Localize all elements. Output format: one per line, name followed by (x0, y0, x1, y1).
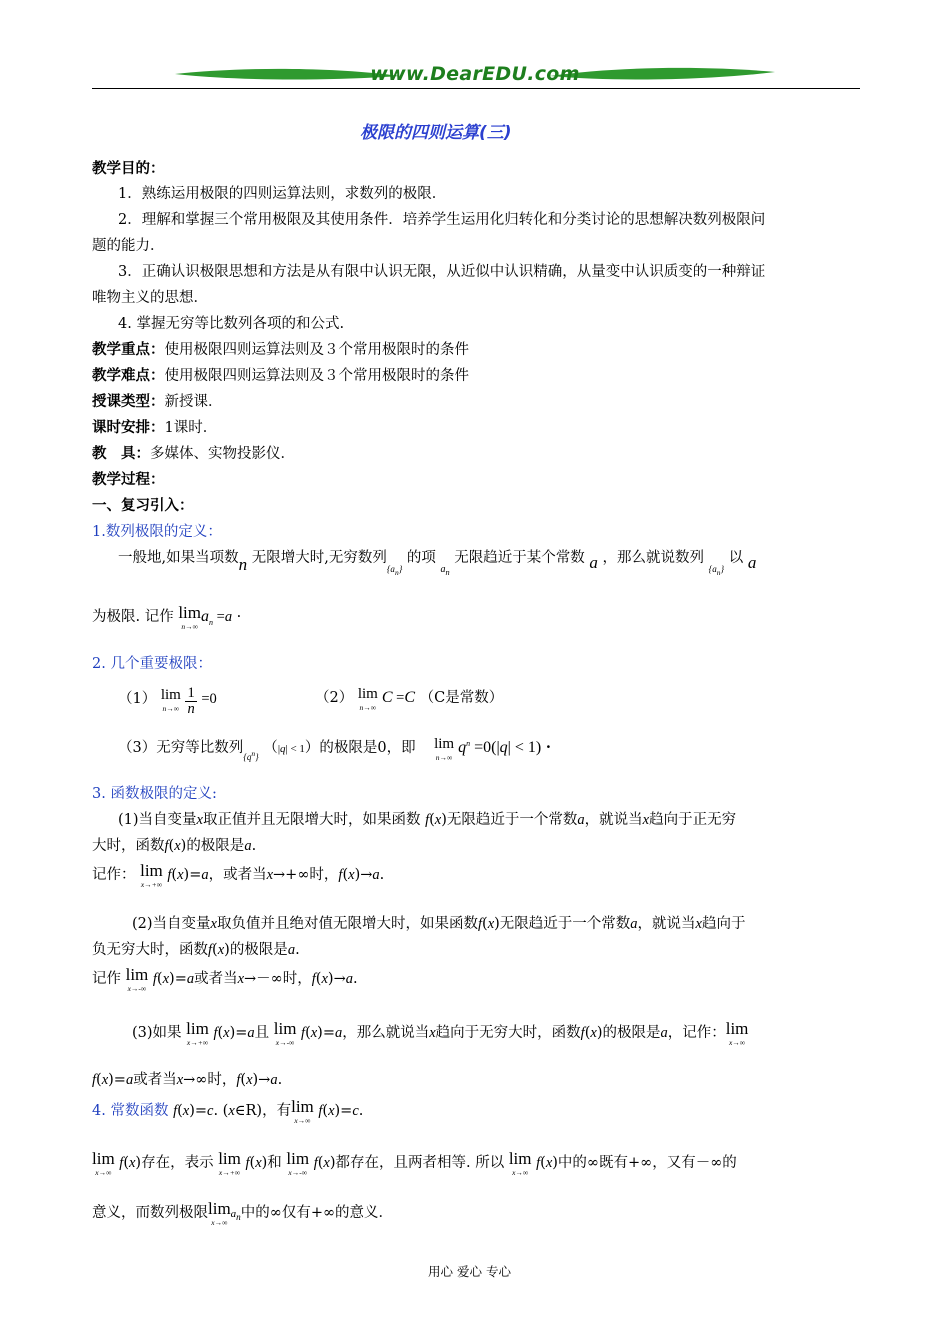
text: ，记作： (667, 1025, 726, 1041)
s4-title: 4. 常数函数 (92, 1103, 169, 1119)
header-rule (92, 88, 860, 89)
text: 中的∞仅有+∞的意义． (240, 1205, 394, 1221)
s3-para-3: (3)如果 lim x→+∞ f(x)=a且 lim x→-∞ f(x)=a，那么就说当x趋向于无穷大时，函数f(x)的极限是a，记作： lim x→∞ (132, 1019, 749, 1047)
text: ，有 (262, 1103, 292, 1119)
lim-symbol: lim x→-∞ (286, 1149, 310, 1177)
lim-symbol: lim n→∞ (434, 736, 455, 762)
text: 记作 (92, 971, 121, 987)
meta-lesson-type (92, 390, 223, 411)
meta-value: 1课时． (164, 420, 218, 436)
lim-symbol: lim x→∞ (725, 1019, 749, 1047)
text: 为极限. 记作 (92, 609, 174, 625)
meta-label: 课时安排： (92, 420, 165, 436)
meta-schedule (92, 416, 217, 437)
text: 趋向于正无穷 (649, 812, 737, 828)
text: 存在，表示 (141, 1155, 214, 1171)
text: 时， (207, 1072, 237, 1088)
text: 时， (282, 971, 312, 987)
text: 趋向于无穷大时，函数 (435, 1025, 581, 1041)
s2-limit-3: （3）无穷等比数列$_{\{q^n\}}$ （|q| < 1）的极限是0，即 lim n→∞ $q^n =0(|q| < 1)$ · (118, 736, 551, 762)
text: 的极限是0，即 (319, 740, 416, 756)
s2-limit-1: （1） lim n→∞ $\frac{1}{n}$ =0 (118, 685, 217, 718)
text: （2） (315, 690, 354, 706)
s3-para-2: (2)当自变量x取负值并且绝对值无限增大时，如果函数f(x)无限趋近于一个常数a，就说当x趋向于 (132, 916, 746, 932)
text: 趋向于 (701, 916, 746, 932)
text: 且 (254, 1025, 270, 1041)
s3-para-2-cont: 负无穷大时，函数f(x)的极限是a. (92, 942, 300, 958)
text: （3）无穷等比数列 (118, 740, 244, 756)
text: (1)当自变量 (118, 812, 197, 828)
site-logo-text[interactable]: www.DearEDU.com (370, 63, 580, 85)
meta-tools (92, 442, 295, 463)
text: 取正值并且无限增大时，如果函数 (202, 812, 421, 828)
lim-symbol: lim n→∞ (178, 603, 201, 631)
s4-para-2: 意义，而数列极限 lim x→∞ $a_n$中的∞仅有+∞的意义． (92, 1199, 394, 1227)
text: ，或者当 (208, 867, 267, 883)
text: ，那么就说数列 (602, 550, 705, 566)
goal-3: 3．正确认识极限思想和方法是从有限中认识无限，从近似中认识精确，从量变中认识质变的一种辩证 (118, 264, 766, 280)
page-title: 极限的四则运算(三) (360, 123, 512, 143)
text: 无限趋近于一个常数 (499, 916, 631, 932)
text: (2)当自变量 (132, 916, 211, 932)
lim-symbol: lim x→-∞ (125, 965, 149, 993)
fraction-1-over-n: $\frac{1}{n}$ (187, 685, 195, 718)
text: 中的∞既有+∞，又有－∞的 (557, 1155, 737, 1171)
text: 大时，函数 (92, 838, 165, 854)
goal-2-cont: 题的能力． (92, 238, 165, 254)
meta-value: 多媒体、实物投影仪． (150, 446, 295, 462)
lim-symbol: lim n→∞ (357, 686, 378, 712)
s1-definition (118, 546, 757, 577)
seq-an: {an} (386, 564, 403, 577)
var-n: n (238, 555, 248, 574)
text: 无限趋近于一个常数 (446, 812, 578, 828)
text: ，那么就说当 (342, 1025, 430, 1041)
footer-text: 用心 爱心 专心 (428, 1264, 511, 1279)
section-review: 一、复习引入： (92, 498, 194, 514)
text: 负无穷大时，函数 (92, 942, 208, 958)
lim-symbol: lim x→∞ (508, 1149, 532, 1177)
term-an: an (440, 564, 450, 577)
seq-an: {an} (708, 564, 725, 577)
meta-value: 使用极限四则运算法则及３个常用极限时的条件 (164, 368, 469, 384)
text: ，就说当 (584, 812, 643, 828)
seq-qn: {qn} (243, 749, 259, 762)
text: 无限增大时,无穷数列 (251, 550, 387, 566)
lim-symbol: lim x→∞ (291, 1097, 314, 1125)
text: （C是常数） (419, 690, 504, 706)
meta-label: 教学重点： (92, 342, 165, 358)
text: 记作： (92, 867, 136, 883)
text: 一般地,如果当项数 (118, 550, 239, 566)
s1-title: 1.数列极限的定义： (92, 524, 222, 540)
text: 都存在，且两者相等. 所以 (335, 1155, 505, 1171)
s3-para-1-cont: 大时，函数f(x)的极限是a. (92, 838, 257, 854)
goal-4: 4. 掌握无穷等比数列各项的和公式. (118, 316, 345, 332)
lim-symbol: lim x→-∞ (273, 1019, 297, 1047)
meta-process (92, 468, 165, 489)
text: (3)如果 (132, 1025, 182, 1041)
text: 或者当 (133, 1072, 177, 1088)
meta-label: 授课类型： (92, 394, 165, 410)
s4-title-line: 4. 常数函数 f(x)=c. (x∈R)，有 lim x→∞ f(x)=c. (92, 1097, 364, 1125)
lim-symbol: lim x→∞ (92, 1149, 115, 1177)
goals-heading: 教学目的： (92, 161, 165, 177)
text: 的极限是 (229, 942, 288, 958)
text: 以 (728, 550, 744, 566)
s3-note-3: f(x)=a或者当x→∞时，f(x)→a. (92, 1072, 283, 1088)
const-a: a (589, 553, 598, 572)
text: 取负值并且绝对值无限增大时，如果函数 (216, 916, 478, 932)
text: 的项 (406, 550, 436, 566)
meta-difficulties (92, 364, 469, 385)
meta-value: 新授课． (164, 394, 223, 410)
lim-symbol: lim x→∞ (208, 1199, 231, 1227)
lim-symbol: lim x→+∞ (186, 1019, 209, 1047)
text: （1） (118, 691, 157, 708)
text: 意义，而数列极限 (92, 1205, 208, 1221)
lim-symbol: lim x→+∞ (140, 861, 163, 889)
lim-symbol: lim x→+∞ (218, 1149, 241, 1177)
s3-note-2: 记作 lim x→-∞ f(x)=a或者当x→－∞时，f(x)→a. (92, 965, 358, 993)
text: 的极限是 (602, 1025, 661, 1041)
meta-label: 教学难点： (92, 368, 165, 384)
meta-value: 使用极限四则运算法则及３个常用极限时的条件 (164, 342, 469, 358)
s2-limit-2: （2） lim n→∞ C =C （C是常数） (315, 686, 504, 712)
text: 时， (309, 867, 339, 883)
header-banner (170, 62, 780, 88)
text: 和 (267, 1155, 282, 1171)
meta-label: 教 具： (92, 446, 150, 462)
const-a: a (747, 553, 757, 572)
s3-note-1: 记作： lim x→+∞ f(x)=a，或者当x→+∞时，f(x)→a. (92, 861, 385, 889)
goal-1: 1．熟练运用极限的四则运算法则，求数列的极限． (118, 186, 447, 202)
lim-symbol: lim n→∞ (160, 687, 181, 714)
s1-notation: 为极限. 记作 lim n→∞ $a_n =a$ · (92, 603, 242, 631)
text: 无限趋近于某个常数 (454, 550, 585, 566)
text: ，就说当 (637, 916, 696, 932)
meta-label: 教学过程： (92, 472, 165, 488)
s2-title: 2. 几个重要极限： (92, 656, 212, 672)
s3-title: 3. 函数极限的定义: (92, 786, 217, 802)
goal-3-cont: 唯物主义的思想． (92, 290, 208, 306)
meta-key-points (92, 338, 469, 359)
text: 或者当 (194, 971, 238, 987)
s3-para-1: (1)当自变量x取正值并且无限增大时，如果函数 f(x)无限趋近于一个常数a，就说当x趋向于正无穷 (118, 812, 737, 828)
text: 的极限是 (186, 838, 245, 854)
s4-para-1: lim x→∞ f(x)存在，表示 lim x→+∞ f(x)和 lim x→-∞ f(x)都存在，且两者相等. 所以 lim x→∞ f(x)中的∞既有+∞，又有－∞的 (92, 1149, 737, 1177)
goal-2: 2．理解和掌握三个常用极限及其使用条件．培养学生运用化归转化和分类讨论的思想解决数列极限问 (118, 212, 766, 228)
